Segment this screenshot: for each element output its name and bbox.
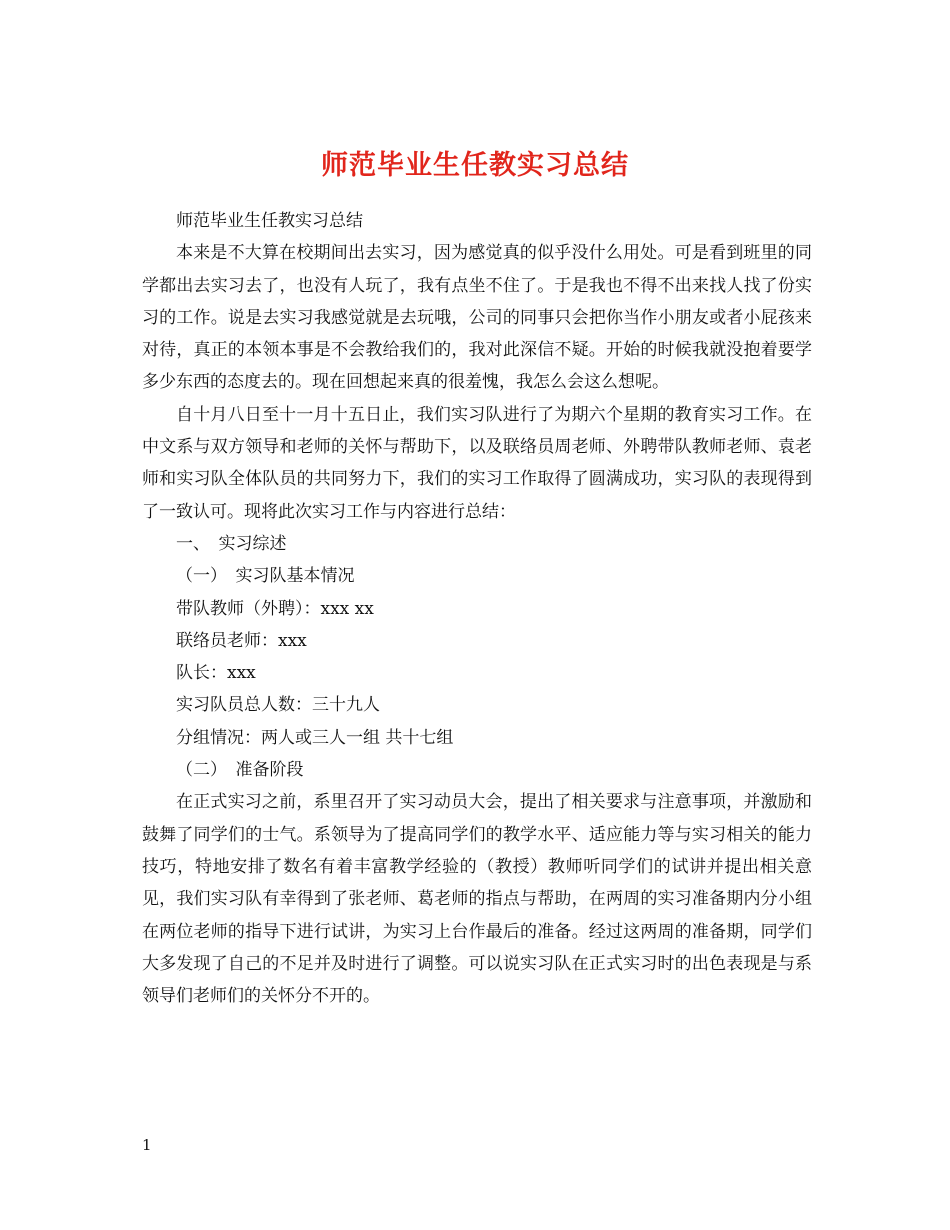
- subsection-heading-preparation: （二） 准备阶段: [176, 760, 304, 781]
- team-info-line: 联络员老师：xxx: [176, 630, 307, 651]
- subsection-heading-team-info: （一） 实习队基本情况: [176, 566, 355, 587]
- page-number: 1: [142, 1136, 152, 1154]
- paragraph-overview: 自十月八日至十一月十五日止，我们实习队进行了为期六个星期的教育实习工作。在中文系与双方领导和老师的关怀与帮助下，以及联络员周老师、外聘带队教师老师、袁老师和实习队全体队员的共同努力下，我们的实习工作取得了圆满成功，实习队的表现得到了一致认可。现将此次实习工作与内容进行总结：: [142, 404, 812, 522]
- team-info-line: 带队教师（外聘）：xxx xx: [176, 598, 374, 619]
- document-body: [142, 205, 812, 1012]
- paragraph-subtitle: 师范毕业生任教实习总结: [176, 211, 363, 231]
- document-title: 师范毕业生任教实习总结: [321, 150, 629, 182]
- section-heading: 一、 实习综述: [176, 533, 287, 554]
- team-info-line: 实习队员总人数：三十九人: [176, 695, 380, 716]
- team-info-line: 分组情况：两人或三人一组 共十七组: [176, 727, 454, 748]
- paragraph-intro: 本来是不大算在校期间出去实习，因为感觉真的似乎没什么用处。可是看到班里的同学都出去实习去了，也没有人玩了，我有点坐不住了。于是我也不得不出来找人找了份实习的工作。说是去实习我感觉就是去玩哦，公司的同事只会把你当作小朋友或者小屁孩来对待，真正的本领本事是不会教给我们的，我对此深信不疑。开始的时候我就没抱着要学多少东西的态度去的。现在回想起来真的很羞愧，我怎么会这么想呢。: [142, 243, 812, 393]
- paragraph-preparation: 在正式实习之前，系里召开了实习动员大会，提出了相关要求与注意事项，并激励和鼓舞了同学们的士气。系领导为了提高同学们的教学水平、适应能力等与实习相关的能力技巧，特地安排了数名有着丰富教学经验的（教授）教师听同学们的试讲并提出相关意见，我们实习队有幸得到了张老师、葛老师的指点与帮助，在两周的实习准备期内分小组在两位老师的指导下进行试讲，为实习上台作最后的准备。经过这两周的准备期，同学们大多发现了自己的不足并及时进行了调整。可以说实习队在正式实习时的出色表现是与系领导们老师们的关怀分不开的。: [142, 792, 812, 1007]
- team-info-line: 队长：xxx: [176, 663, 256, 684]
